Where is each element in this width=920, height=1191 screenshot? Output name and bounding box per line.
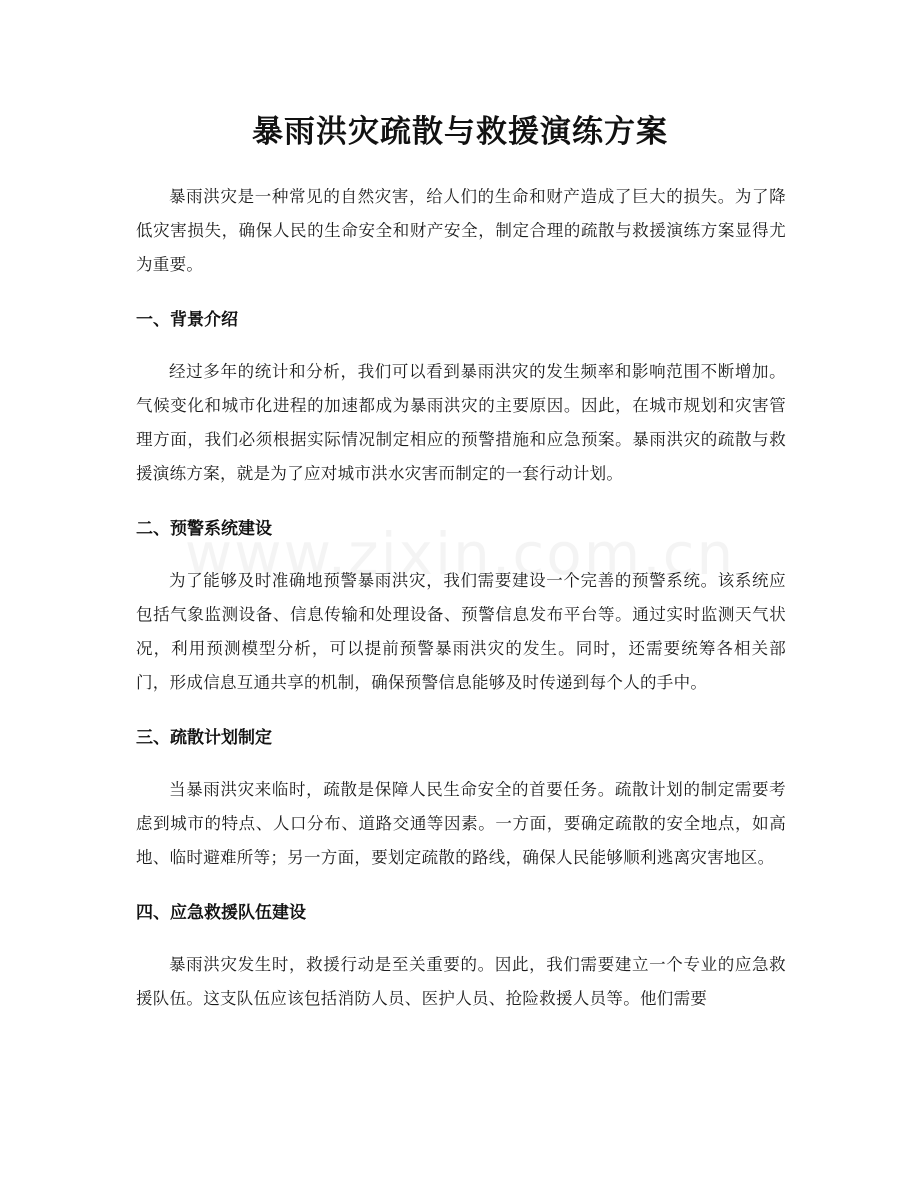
intro-paragraph: 暴雨洪灾是一种常见的自然灾害，给人们的生命和财产造成了巨大的损失。为了降低灾害损失，确保人民的生命安全和财产安全，制定合理的疏散与救援演练方案显得尤为重要。 — [136, 187, 786, 274]
section-body-rescue-team: 暴雨洪灾发生时，救援行动是至关重要的。因此，我们需要建立一个专业的应急救援队伍。这支队伍应该包括消防人员、医护人员、抢险救援人员等。他们需要 — [136, 955, 786, 1008]
document-body — [136, 180, 786, 1016]
section-heading-warning-system: 二、预警系统建设 — [136, 519, 272, 539]
section-heading-rescue-team: 四、应急救援队伍建设 — [136, 903, 306, 923]
section-heading-evacuation-plan: 三、疏散计划制定 — [136, 728, 272, 748]
section-body-evacuation-plan: 当暴雨洪灾来临时，疏散是保障人民生命安全的首要任务。疏散计划的制定需要考虑到城市的特点、人口分布、道路交通等因素。一方面，要确定疏散的安全地点，如高地、临时避难所等；另一方面，要划定疏散的路线，确保人民能够顺利逃离灾害地区。 — [136, 780, 786, 867]
section-heading-background: 一、背景介绍 — [136, 310, 238, 330]
document-title: 暴雨洪灾疏散与救援演练方案 — [252, 114, 668, 150]
section-body-warning-system: 为了能够及时准确地预警暴雨洪灾，我们需要建设一个完善的预警系统。该系统应包括气象监测设备、信息传输和处理设备、预警信息发布平台等。通过实时监测天气状况，利用预测模型分析，可以提前预警暴雨洪灾的发生。同时，还需要统筹各相关部门，形成信息互通共享的机制，确保预警信息能够及时传递到每个人的手中。 — [136, 571, 786, 692]
section-body-background: 经过多年的统计和分析，我们可以看到暴雨洪灾的发生频率和影响范围不断增加。气候变化和城市化进程的加速都成为暴雨洪灾的主要原因。因此，在城市规划和灾害管理方面，我们必须根据实际情况制定相应的预警措施和应急预案。暴雨洪灾的疏散与救援演练方案，就是为了应对城市洪水灾害而制定的一套行动计划。 — [136, 362, 786, 483]
